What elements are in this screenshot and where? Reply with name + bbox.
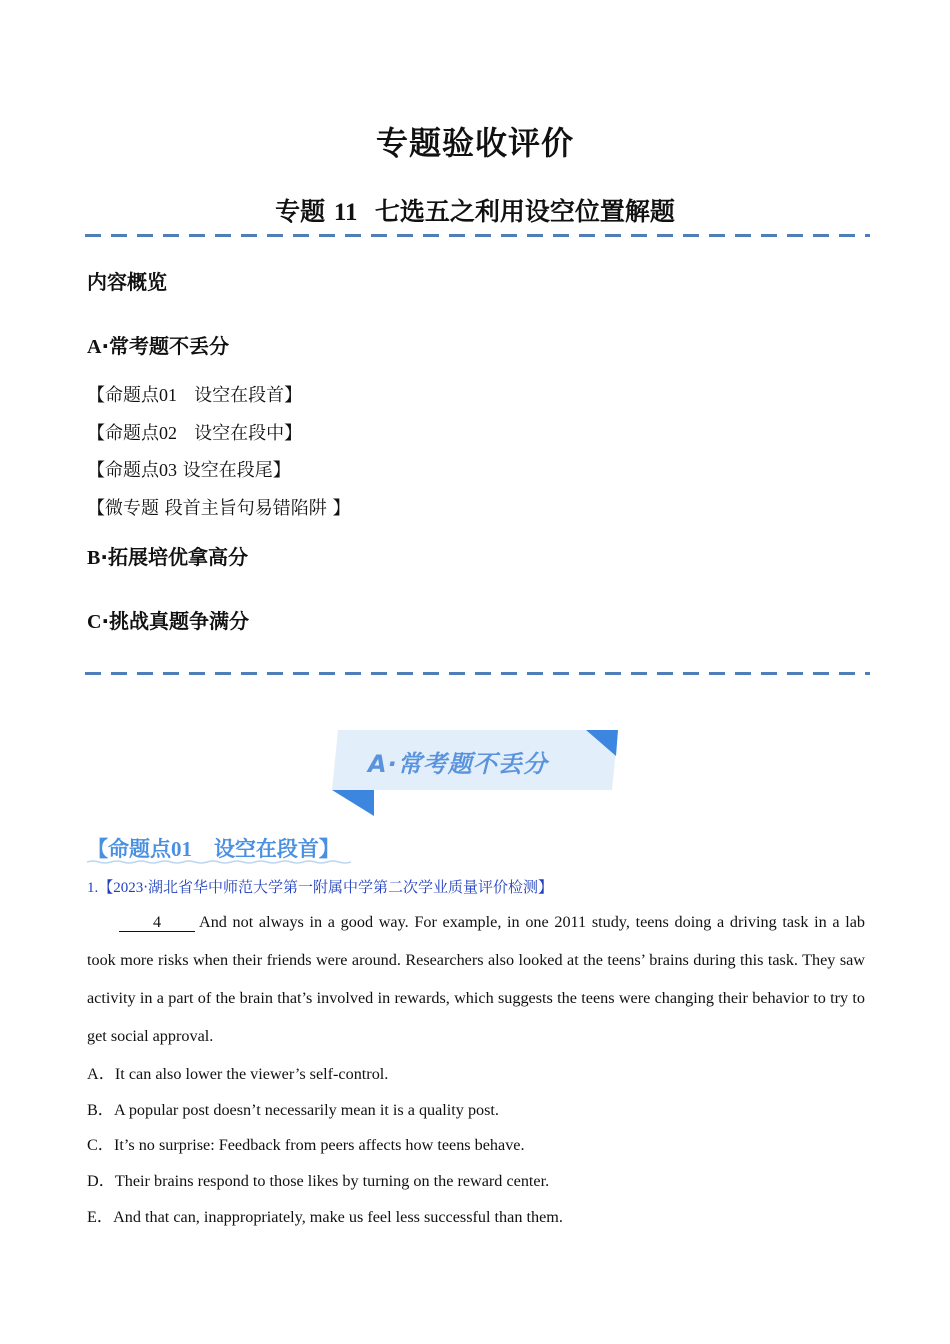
overview-heading: 内容概览 — [87, 270, 167, 294]
option-d[interactable]: D．Their brains respond to those likes by turning on the reward center. — [87, 1172, 550, 1190]
option-c[interactable]: C．It’s no surprise: Feedback from peers affects how teens behave. — [87, 1136, 525, 1154]
page-title: 专题验收评价 — [375, 124, 574, 162]
banner-title: A·常考题不丢分 — [368, 750, 548, 778]
section-a-letter: A — [87, 336, 102, 358]
topic-number: 11 — [333, 199, 358, 226]
point-heading-underline — [87, 860, 355, 864]
toc-point-01[interactable]: 【命题点01 设空在段首】 — [87, 385, 303, 406]
topic-prefix: 专题 — [275, 197, 326, 226]
passage-text: And not always in a good way. For example, in one 2011 study, teens doing a driving task in a lab took more risks when their friends were around. Researchers also looked at the teens’ brains during this task. They saw activity in a part of the brain that’s involved in rewards, which suggests the teens were changing their behavior to try to get social approval. — [87, 913, 865, 1045]
topic-title — [0, 192, 950, 228]
section-c-link[interactable]: C·挑战真题争满分 — [87, 609, 250, 633]
section-b-link[interactable]: B·拓展培优拿高分 — [87, 545, 248, 569]
answer-blank[interactable]: 4 — [119, 913, 195, 932]
topic-name: 七选五之利用设空位置解题 — [374, 197, 675, 226]
dashed-divider-top — [85, 234, 870, 237]
dashed-divider-bottom — [85, 672, 870, 675]
toc-point-02[interactable]: 【命题点02 设空在段中】 — [87, 423, 303, 444]
question-source: 1.【2023·湖北省华中师范大学第一附属中学第二次学业质量评价检测】 — [87, 878, 554, 896]
section-a-label: ·常考题不丢分 — [101, 334, 230, 358]
toc-micro-topic[interactable]: 【微专题 段首主旨句易错陷阱 】 — [87, 498, 351, 519]
point-heading: 【命题点01 设空在段首】 — [87, 837, 340, 861]
option-e[interactable]: E．And that can, inappropriately, make us feel less successful than them. — [87, 1208, 563, 1226]
option-b[interactable]: B．A popular post doesn’t necessarily mean it is a quality post. — [87, 1101, 499, 1119]
section-a-link[interactable] — [87, 330, 229, 359]
reading-passage — [87, 903, 865, 1055]
option-a[interactable]: A．It can also lower the viewer’s self-control. — [87, 1065, 389, 1083]
toc-point-03[interactable]: 【命题点03 设空在段尾】 — [87, 460, 291, 481]
